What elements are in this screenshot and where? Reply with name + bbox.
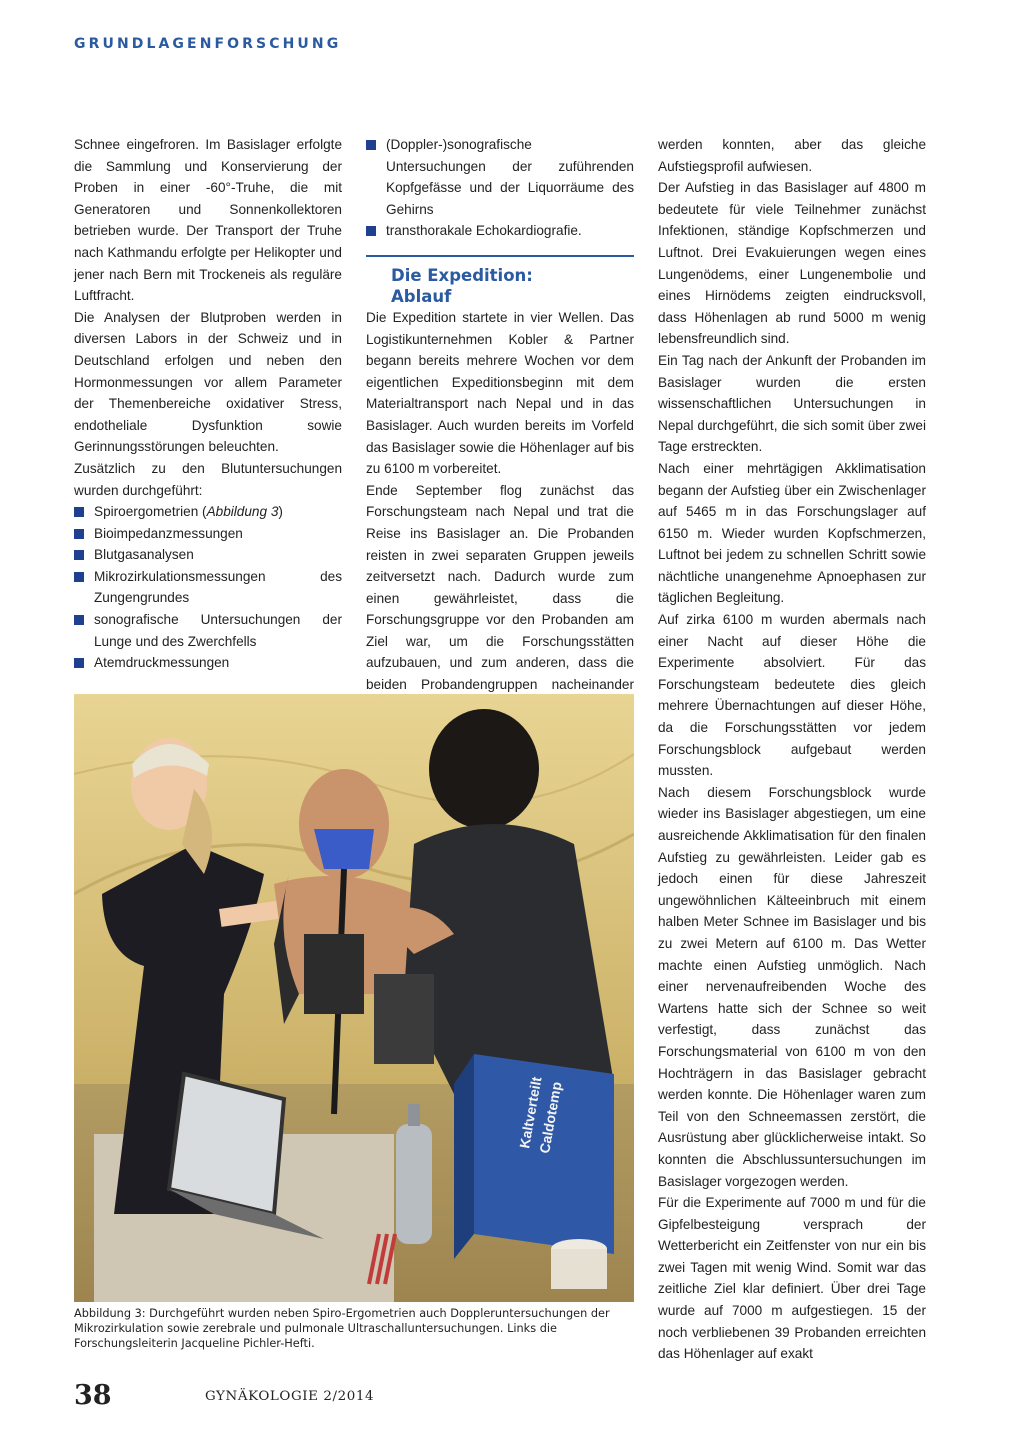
equipment-box xyxy=(304,934,364,1014)
paragraph: Nach diesem Forschungsblock wurde wieder ins Basislager abgestiegen, um eine ausreichende Akklimatisation für den finalen Aufstieg zu gewährleisten. Leider gab es jedoch einen für diese Jahreszeit ungewöhnlichen Kälteeinbruch mit einem halben Meter Schnee im Basislager und bis zu zwei Metern auf 6100 m. Das Wetter machte einen Aufstieg unmöglich. Nach einer nervenaufreibenden Woche des Wartens hatte sich der Schnee so weit verfestigt, dass zunächst das Forschungsmaterial von 6100 m von den Hochträgern in das Basislager gebracht werden konnte. Die Höhenlager waren zum Teil von den Schneemassen zerstört, die Ausrüstung aber glücklicherweise intakt. So konnten die Abschlussuntersuchungen im Basislager vorgezogen werden. xyxy=(658,784,926,1189)
bullet-square-icon xyxy=(74,529,84,539)
paragraph: Nach einer mehrtägigen Akklimatisation begann der Aufstieg über ein Zwischenlager auf 5465 m in das Forschungslager auf 6150 m. Wieder wurden Kopfschmerzen, Luftnot bei jedem zu schnellen Schritt sowie nächtliche unangenehme Apnoephasen zur täglichen Begleitung. xyxy=(658,460,926,606)
bullet-square-icon xyxy=(366,226,376,236)
page-number: 38 xyxy=(74,1380,112,1411)
bullet-square-icon xyxy=(74,615,84,625)
case-label: Kaltverteilt xyxy=(516,1075,545,1150)
list-item xyxy=(74,544,342,566)
subheading-line: Die Expedition: xyxy=(391,265,533,285)
expedition-photo xyxy=(74,694,634,1302)
text-column-1 xyxy=(74,134,342,674)
list-item-text: Blutgasanalysen xyxy=(94,547,194,563)
paragraph: Die Analysen der Blutproben werden in diversen Labors in der Schweiz und in Deutschland erfolgen und neben den Hormonmessungen vor allem Parameter der Themenbereiche oxidativer Stress, endotheliale Dysfunktion sowie Gerinnungsstörungen beleuchten. xyxy=(74,309,342,455)
paragraph: Auf zirka 6100 m wurden abermals nach einer Nacht auf dieser Höhe die Experimente absolviert. Für das Forschungsteam bedeutete dies gleich mehrere Übernachtungen auf dieser Höhe, da die Forschungsstätten vor jedem Forschungsblock aufgebaut werden mussten. xyxy=(658,612,926,779)
list-item xyxy=(74,501,342,523)
text-column-3 xyxy=(658,134,926,1365)
bullet-square-icon xyxy=(366,140,376,150)
bullet-square-icon xyxy=(74,658,84,668)
list-item xyxy=(74,566,342,609)
section-header: GRUNDLAGENFORSCHUNG xyxy=(74,36,342,52)
list-item-text: Atemdruckmessungen xyxy=(94,655,230,671)
list-item xyxy=(74,523,342,545)
subheading-line: Ablauf xyxy=(391,286,452,306)
subheading xyxy=(391,265,634,307)
list-item-text: ) xyxy=(278,504,283,520)
list-item xyxy=(366,134,634,220)
list-item-text: Spiroergometrien ( xyxy=(94,504,207,520)
figure-caption: Abbildung 3: Durchgeführt wurden neben Spiro-Ergometrien auch Doppleruntersuchungen der Mikrozirkulation sowie zerebrale und pulmonale Ultraschalluntersuchungen. Links die Forschungsleiterin Jacqueline Pichler-Hefti. xyxy=(74,1307,610,1350)
paragraph: Für die Experimente auf 7000 m und für die Gipfelbesteigung versprach der Wetterbericht ein Zeitfenster von nur ein bis zwei Tagen mit wenig Wind. Somit war das zeitliche Ziel klar definiert. Über drei Tage wurde auf 7000 m aufgestiegen. 15 der noch verbliebenen 39 Probanden erreichten das Höhenlager auf exakt xyxy=(658,1195,926,1362)
list-item-text: sonografische Untersuchungen der Lunge und des Zwerchfells xyxy=(94,612,342,649)
list-item-text: transthorakale Echokardiografie. xyxy=(386,223,582,239)
paragraph: Die Expedition startete in vier Wellen. Das Logistikunternehmen Kobler & Partner begann bereits mehrere Wochen vor dem eigentlichen Expeditionsbeginn mit dem Materialtransport nach Nepal und in das Basislager. Auch wurden bereits im Vorfeld das Basislager sowie die Höhenlager auf bis zu 6100 m vorbereitet. xyxy=(366,309,634,477)
bullet-square-icon xyxy=(74,572,84,582)
measurement-list-continued xyxy=(366,134,634,242)
cooling-case xyxy=(454,1054,614,1259)
bullet-square-icon xyxy=(74,550,84,560)
text-column-2 xyxy=(366,134,634,717)
paragraph: Schnee eingefroren. Im Basislager erfolgte die Sammlung und Konservierung der Proben in einer -60°-Truhe, die mit Generatoren und Sonnenkollektoren betrieben wurde. Der Transport der Truhe nach Kathmandu erfolgte per Helikopter und jener nach Bern mit Trockeneis als reguläre Luftfracht. xyxy=(74,137,342,304)
photo-illustration xyxy=(74,694,634,1302)
case-label: Caldotemp xyxy=(536,1080,565,1155)
bullet-square-icon xyxy=(74,507,84,517)
list-item xyxy=(74,609,342,652)
figure-reference: Abbildung 3 xyxy=(206,504,279,520)
paragraph: werden konnten, aber das gleiche Aufstiegsprofil aufwiesen. xyxy=(658,137,926,174)
list-item-text: (Doppler-)sonografische Untersuchungen der zuführenden Kopfgefässe und der Liquorräume des Gehirns xyxy=(386,137,634,217)
measurement-list xyxy=(74,501,342,674)
list-item xyxy=(366,220,634,242)
paragraph: Ein Tag nach der Ankunft der Probanden im Basislager wurden die ersten wissenschaftlichen Untersuchungen in Nepal durchgeführt, die sich somit über zwei Tage erstreckten. xyxy=(658,352,926,455)
section-divider xyxy=(366,255,634,257)
paragraph: Ende September flog zunächst das Forschungsteam nach Nepal und trat die Reise ins Basislager an. Die Probanden reisten in zwei separaten Gruppen jeweils zeitversetzt nach. Dadurch wurde zum einen gewährleistet, dass die Forschungsgruppe vor den Probanden am Ziel war, um die Forschungsstätten aufzubauen, und zum anderen, dass die beiden Probandengruppen nacheinander xyxy=(366,482,634,693)
equipment-box xyxy=(374,974,434,1064)
list-item-text: Bioimpedanzmessungen xyxy=(94,525,243,541)
list-item xyxy=(74,652,342,674)
list-item-text: Mikrozirkulationsmessungen des Zungengrundes xyxy=(94,568,342,606)
journal-issue: GYNÄKOLOGIE 2/2014 xyxy=(205,1389,375,1404)
paragraph: Zusätzlich zu den Blutuntersuchungen wurden durchgeführt: xyxy=(74,460,342,498)
paragraph: Der Aufstieg in das Basislager auf 4800 m bedeutete für viele Teilnehmer zunächst Infektionen, ständige Kopfschmerzen und Luftnot. Drei Evakuierungen wegen eines Lungenödems, einer Lungenembolie und eines Hirnödems zeigten eindrucksvoll, dass Höhenlagen ab rund 5000 m wenig lebensfreundlich sind. xyxy=(658,180,926,347)
